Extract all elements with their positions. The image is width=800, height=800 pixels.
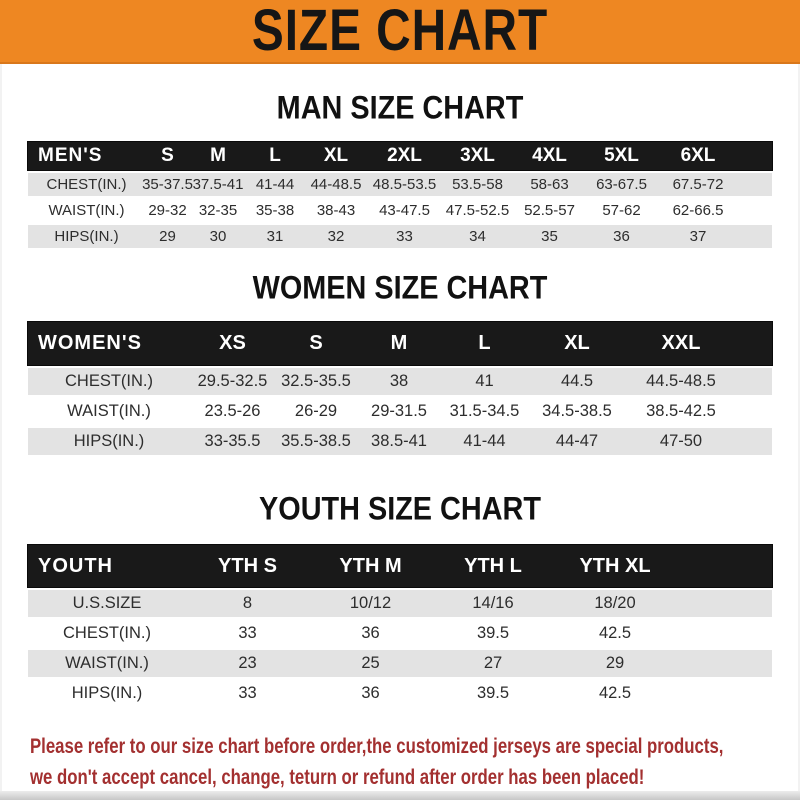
row-label: CHEST(IN.) xyxy=(46,176,127,193)
size-cell: 37.5-41 xyxy=(192,176,244,193)
size-cell: 38-43 xyxy=(316,202,356,219)
size-cell: 29.5-32.5 xyxy=(197,372,268,390)
bottom-edge-strip xyxy=(0,791,800,800)
youth-waist-row xyxy=(28,650,772,677)
row-label: HIPS(IN.) xyxy=(73,432,145,450)
size-cell: 31.5-34.5 xyxy=(449,402,520,420)
women-hips-row xyxy=(28,428,772,455)
size-cell: 34 xyxy=(469,228,486,245)
col-header: 2XL xyxy=(387,145,422,166)
women-size-table xyxy=(28,322,772,455)
filler-cell xyxy=(738,225,772,248)
man-section-title: MAN SIZE CHART xyxy=(276,88,524,127)
size-cell: 58-63 xyxy=(530,176,569,193)
size-cell: 27 xyxy=(483,654,503,672)
size-cell: 44.5-48.5 xyxy=(646,372,716,390)
size-cell: 67.5-72 xyxy=(672,176,724,193)
youth-header-row xyxy=(28,545,772,587)
size-cell: 42.5 xyxy=(598,684,632,702)
size-cell: 43-47.5 xyxy=(379,202,430,219)
youth-chest-row xyxy=(28,620,772,647)
size-cell: 63-67.5 xyxy=(596,176,647,193)
youth-section-title: YOUTH SIZE CHART xyxy=(259,489,541,528)
youth-table-label: YOUTH xyxy=(38,554,113,577)
size-cell: 26-29 xyxy=(294,402,338,420)
col-header: YTH L xyxy=(464,554,522,577)
size-cell: 36 xyxy=(613,228,630,245)
size-cell: 38 xyxy=(389,372,409,390)
page-title: SIZE CHART xyxy=(251,0,549,64)
size-cell: 10/12 xyxy=(349,594,392,612)
youth-hips-row xyxy=(28,680,772,707)
col-header: XL xyxy=(323,145,349,166)
size-cell: 62-66.5 xyxy=(672,202,724,219)
col-header: YTH S xyxy=(218,554,277,577)
filler-cell xyxy=(738,173,772,196)
size-cell: 41-44 xyxy=(463,432,506,450)
size-cell: 57-62 xyxy=(602,202,641,219)
size-cell: 35-37.5 xyxy=(142,176,193,193)
size-cell: 44.5 xyxy=(560,372,594,390)
women-waist-row xyxy=(28,398,772,425)
size-cell: 29-31.5 xyxy=(371,402,427,420)
size-cell: 30 xyxy=(209,228,227,245)
size-cell: 52.5-57 xyxy=(524,202,575,219)
row-label: CHEST(IN.) xyxy=(65,372,153,390)
row-label: HIPS(IN.) xyxy=(54,228,119,245)
size-cell: 23.5-26 xyxy=(204,402,261,420)
col-header: XS xyxy=(219,332,246,354)
size-cell: 31 xyxy=(266,228,284,245)
col-header: S xyxy=(309,332,323,354)
size-cell: 39.5 xyxy=(476,624,510,642)
men-table-label: MEN'S xyxy=(38,145,103,166)
disclaimer-line-1: Please refer to our size chart before order,the customized jerseys are special products, xyxy=(30,734,724,758)
size-cell: 32 xyxy=(327,228,345,245)
size-cell: 35 xyxy=(541,228,558,245)
filler-cell xyxy=(736,398,772,425)
size-cell: 25 xyxy=(361,654,380,672)
row-label: WAIST(IN.) xyxy=(67,402,151,420)
size-cell: 29 xyxy=(605,654,625,672)
size-cell: 48.5-53.5 xyxy=(372,176,437,193)
col-header: L xyxy=(478,332,491,354)
size-cell: 37 xyxy=(689,228,707,245)
filler-cell xyxy=(676,650,772,677)
filler-cell xyxy=(736,322,772,365)
size-cell: 33 xyxy=(396,228,413,245)
disclaimer-note xyxy=(30,731,724,793)
size-cell: 34.5-38.5 xyxy=(542,402,612,420)
size-cell: 33 xyxy=(238,684,257,702)
youth-size-table xyxy=(28,545,772,707)
size-cell: 44-48.5 xyxy=(310,176,362,193)
size-cell: 35.5-38.5 xyxy=(281,432,351,450)
size-cell: 36 xyxy=(361,624,380,642)
women-header-row xyxy=(28,322,772,365)
filler-cell xyxy=(676,680,772,707)
women-table-label: WOMEN'S xyxy=(38,332,142,354)
size-cell: 38.5-41 xyxy=(371,432,427,450)
size-cell: 8 xyxy=(242,594,253,612)
size-cell: 44-47 xyxy=(555,432,599,450)
size-cell: 38.5-42.5 xyxy=(646,402,716,420)
size-cell: 32.5-35.5 xyxy=(281,372,351,390)
size-cell: 36 xyxy=(361,684,380,702)
col-header: 5XL xyxy=(604,145,639,166)
size-cell: 23 xyxy=(238,654,257,672)
size-cell: 53.5-58 xyxy=(452,176,503,193)
size-cell: 33 xyxy=(238,624,257,642)
size-chart-banner xyxy=(0,0,800,64)
filler-cell xyxy=(736,368,772,395)
col-header: M xyxy=(210,145,226,166)
row-label: WAIST(IN.) xyxy=(65,654,149,672)
filler-cell xyxy=(676,545,772,587)
size-cell: 29-32 xyxy=(148,202,187,219)
col-header: YTH M xyxy=(339,554,402,577)
women-section-title: WOMEN SIZE CHART xyxy=(252,268,548,307)
size-cell: 32-35 xyxy=(198,202,238,219)
size-cell: 47-50 xyxy=(659,432,703,450)
col-header: S xyxy=(161,145,174,166)
size-cell: 18/20 xyxy=(594,594,636,612)
size-cell: 29 xyxy=(159,228,176,245)
filler-cell xyxy=(738,142,772,170)
filler-cell xyxy=(676,590,772,617)
size-cell: 41-44 xyxy=(255,176,295,193)
size-cell: 39.5 xyxy=(476,684,510,702)
filler-cell xyxy=(676,620,772,647)
size-cell: 42.5 xyxy=(598,624,632,642)
row-label: CHEST(IN.) xyxy=(63,624,151,642)
size-cell: 33-35.5 xyxy=(204,432,261,450)
col-header: XXL xyxy=(661,332,701,354)
col-header: M xyxy=(390,332,408,354)
row-label: U.S.SIZE xyxy=(72,594,142,612)
col-header: 3XL xyxy=(460,145,495,166)
disclaimer-line-2: we don't accept cancel, change, teturn or refund after order has been placed! xyxy=(30,765,645,789)
men-header-row xyxy=(28,142,772,170)
size-cell: 14/16 xyxy=(472,594,514,612)
filler-cell xyxy=(736,428,772,455)
men-waist-row xyxy=(28,199,772,222)
row-label: HIPS(IN.) xyxy=(71,684,143,702)
filler-cell xyxy=(738,199,772,222)
men-chest-row xyxy=(28,173,772,196)
men-hips-row xyxy=(28,225,772,248)
size-cell: 41 xyxy=(475,372,494,390)
size-cell: 35-38 xyxy=(255,202,295,219)
col-header: 4XL xyxy=(532,145,567,166)
col-header: L xyxy=(269,145,281,166)
youth-ussize-row xyxy=(28,590,772,617)
row-label: WAIST(IN.) xyxy=(48,202,125,219)
women-chest-row xyxy=(28,368,772,395)
men-size-table xyxy=(28,142,772,248)
col-header: 6XL xyxy=(680,145,716,166)
col-header: XL xyxy=(564,332,590,354)
size-cell: 47.5-52.5 xyxy=(445,202,510,219)
col-header: YTH XL xyxy=(579,554,651,577)
